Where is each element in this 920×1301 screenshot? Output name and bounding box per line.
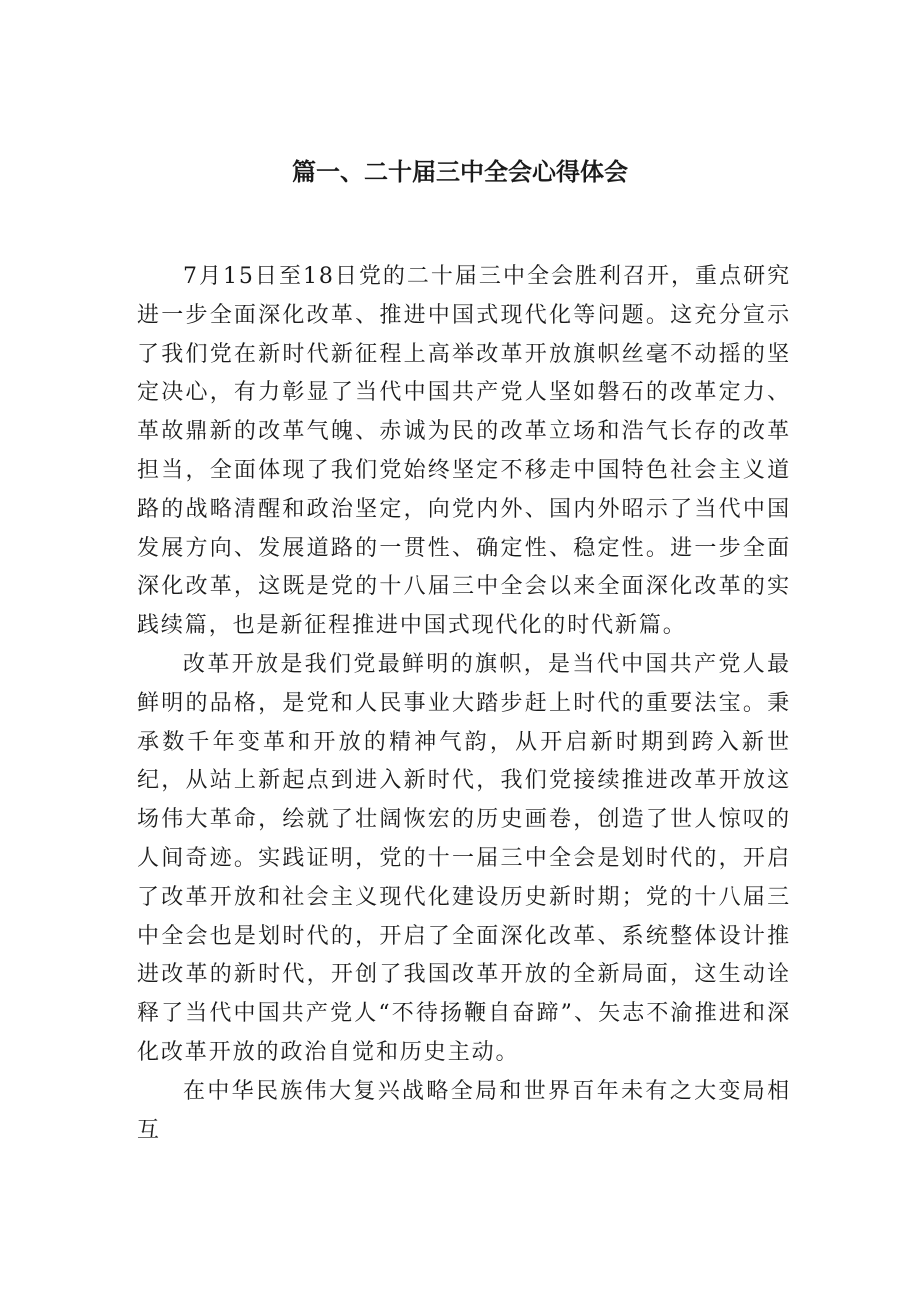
paragraph-2: 改革开放是我们党最鲜明的旗帜，是当代中国共产党人最鲜明的品格，是党和人民事业大踏步赶上时代的重要法宝。秉承数千年变革和开放的精神气韵，从开启新时期到跨入新世纪，从站上新起点到进入新时代，我们党接续推进改革开放这场伟大革命，绘就了壮阔恢宏的历史画卷，创造了世人惊叹的人间奇迹。实践证明，党的十一届三中全会是划时代的，开启了改革开放和社会主义现代化建设历史新时期；党的十八届三中全会也是划时代的，开启了全面深化改革、系统整体设计推进改革的新时代，开创了我国改革开放的全新局面，这生动诠释了当代中国共产党人“不待扬鞭自奋蹄”、矢志不渝推进和深化改革开放的政治自觉和历史主动。	[137, 651, 791, 1065]
document-body	[137, 258, 791, 1150]
page-title: 篇一、二十届三中全会心得体会	[292, 158, 628, 186]
paragraph-3: 在中华民族伟大复兴战略全局和世界百年未有之大变局相互	[137, 1078, 791, 1143]
paragraph-1: 7月15日至18日党的二十届三中全会胜利召开，重点研究进一步全面深化改革、推进中国式现代化等问题。这充分宣示了我们党在新时代新征程上高举改革开放旗帜丝毫不动摇的坚定决心，有力彰显了当代中国共产党人坚如磐石的改革定力、革故鼎新的改革气魄、赤诚为民的改革立场和浩气长存的改革担当，全面体现了我们党始终坚定不移走中国特色社会主义道路的战略清醒和政治坚定，向党内外、国内外昭示了当代中国发展方向、发展道路的一贯性、确定性、稳定性。进一步全面深化改革，这既是党的十八届三中全会以来全面深化改革的实践续篇，也是新征程推进中国式现代化的时代新篇。	[137, 264, 791, 639]
